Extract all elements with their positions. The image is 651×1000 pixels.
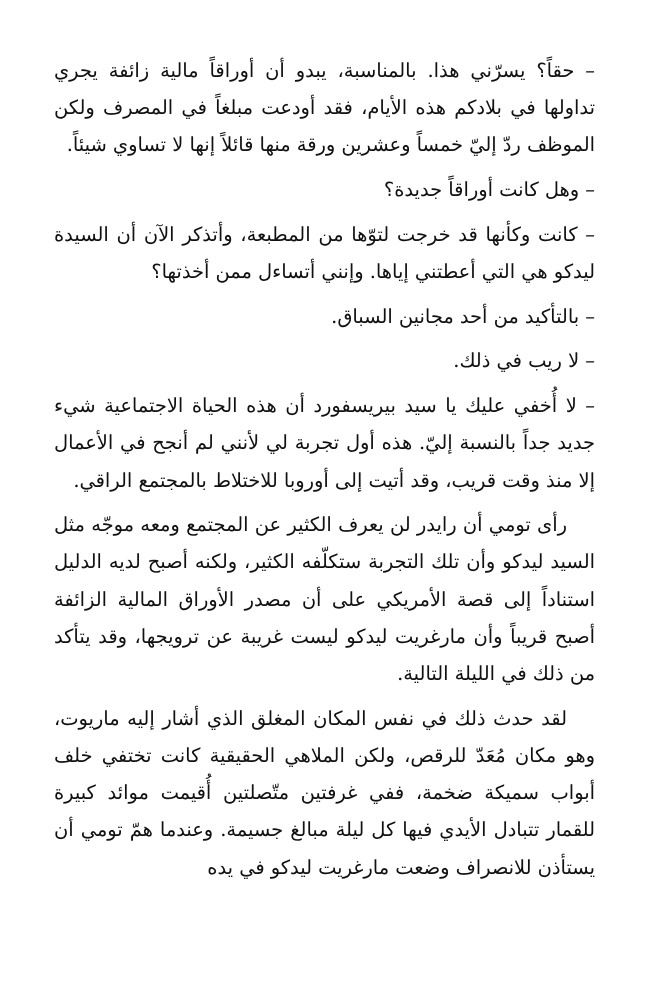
narrative-paragraph: لقد حدث ذلك في نفس المكان المغلق الذي أشار إليه ماريوت، وهو مكان مُعَدّ للرقص، ولكن الملاهي الحقيقية كانت تختفي خلف أبواب سميكة ضخمة، ففي غرفتين متّصلتين أُقيمت موائد كبيرة للقمار تتبادل الأيدي فيها كل ليلة مبالغ جسيمة. وعندما همّ تومي أن يستأذن للانصراف وضعت مارغريت ليدكو في يده (54, 706, 595, 879)
narrative-paragraph: رأى تومي أن رايدر لن يعرف الكثير عن المجتمع ومعه موجّه مثل السيد ليدكو وأن تلك التجربة ستكلّفه الكثير، ولكنه أصبح لديه الدليل استناداً إلى قصة الأمريكي على أن مصدر الأوراق المالية الزائفة أصبح قريباً وأن مارغريت ليدكو ليست غريبة عن ترويجها، وقد يتأكد من ذلك في الليلة التالية. (54, 513, 595, 686)
dialogue-paragraph: – حقاً؟ يسرّني هذا. بالمناسبة، يبدو أن أوراقاً مالية زائفة يجري تداولها في بلادكم هذه الأيام، فقد أودعت مبلغاً في المصرف ولكن الموظف ردّ إليّ خمساً وعشرين ورقة منها قائلاً إنها لا تساوي شيئاً. (54, 59, 595, 157)
dialogue-paragraph: – كانت وكأنها قد خرجت لتوّها من المطبعة، وأتذكر الآن أن السيدة ليدكو هي التي أعطتني إياها. وإنني أتساءل ممن أخذتها؟ (54, 222, 595, 284)
dialogue-paragraph: – لا أُخفي عليك يا سيد بيريسفورد أن هذه الحياة الاجتماعية شيء جديد جداً بالنسبة إليّ. هذه أول تجربة لي لأنني لم أنجح في الأعمال إلا منذ وقت قريب، وقد أتيت إلى أوروبا للاختلاط بالمجتمع الراقي. (54, 394, 595, 492)
dialogue-paragraph: – بالتأكيد من أحد مجانين السباق. (331, 304, 595, 328)
dialogue-paragraph: – وهل كانت أوراقاً جديدة؟ (383, 178, 595, 202)
book-page (54, 52, 595, 893)
dialogue-paragraph: – لا ريب في ذلك. (453, 349, 595, 373)
